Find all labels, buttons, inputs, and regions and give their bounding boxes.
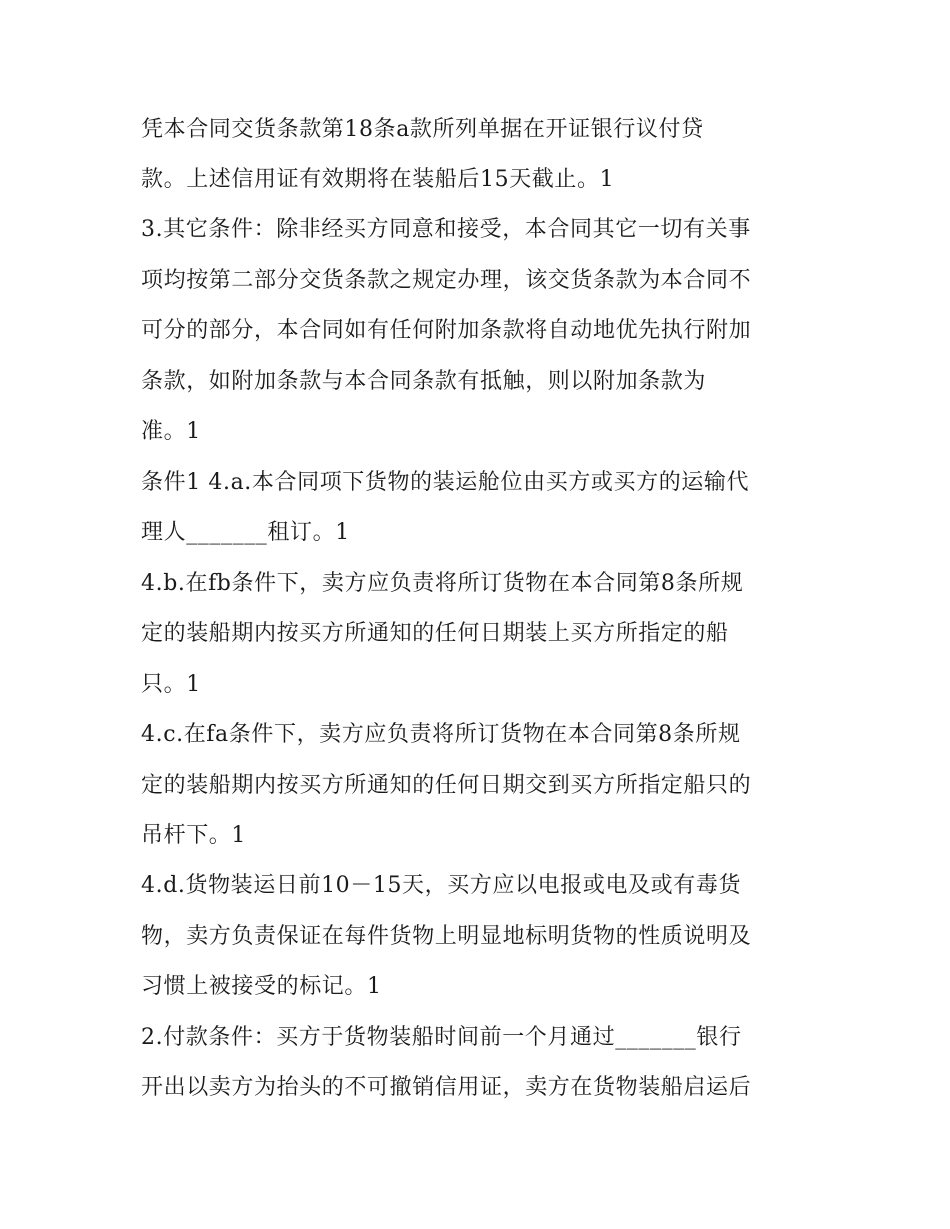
- text-line-3: 3.其它条件：除非经买方同意和接受，本合同其它一切有关事: [141, 217, 751, 242]
- text-line-15: 吊杆下。1: [141, 823, 246, 848]
- text-line-10: 4.b.在fb条件下，卖方应负责将所订货物在本合同第8条所规: [141, 571, 744, 596]
- text-line-17: 物，卖方负责保证在每件货物上明显地标明货物的性质说明及: [141, 924, 752, 949]
- text-line-8: 条件1 4.a.本合同项下货物的装运舱位由买方或买方的运输代: [141, 470, 750, 495]
- text-line-20: 开出以卖方为抬头的不可撤销信用证，卖方在货物装船启运后: [141, 1075, 752, 1100]
- text-line-19: 2.付款条件：买方于货物装船时间前一个月通过_______银行: [141, 1025, 742, 1050]
- text-line-2: 款。上述信用证有效期将在装船后15天截止。1: [141, 167, 615, 192]
- text-line-1: 凭本合同交货条款第18条a款所列单据在开证银行议付贷: [141, 117, 704, 142]
- text-line-16: 4.d.货物装运日前10－15天，买方应以电报或电及或有毒货: [141, 873, 742, 898]
- text-line-13: 4.c.在fa条件下，卖方应负责将所订货物在本合同第8条所规: [141, 722, 741, 747]
- text-line-9: 理人_______租订。1: [141, 520, 350, 545]
- text-line-6: 条款，如附加条款与本合同条款有抵触，则以附加条款为: [141, 369, 707, 394]
- text-line-18: 习惯上被接受的标记。1: [141, 974, 382, 999]
- text-line-7: 准。1: [141, 419, 201, 444]
- text-line-11: 定的装船期内按买方所通知的任何日期装上买方所指定的船: [141, 621, 729, 646]
- text-line-12: 只。1: [141, 672, 201, 697]
- text-line-4: 项均按第二部分交货条款之规定办理，该交货条款为本合同不: [141, 268, 752, 293]
- text-line-14: 定的装船期内按买方所通知的任何日期交到买方所指定船只的: [141, 773, 752, 798]
- text-line-5: 可分的部分，本合同如有任何附加条款将自动地优先执行附加: [141, 318, 752, 343]
